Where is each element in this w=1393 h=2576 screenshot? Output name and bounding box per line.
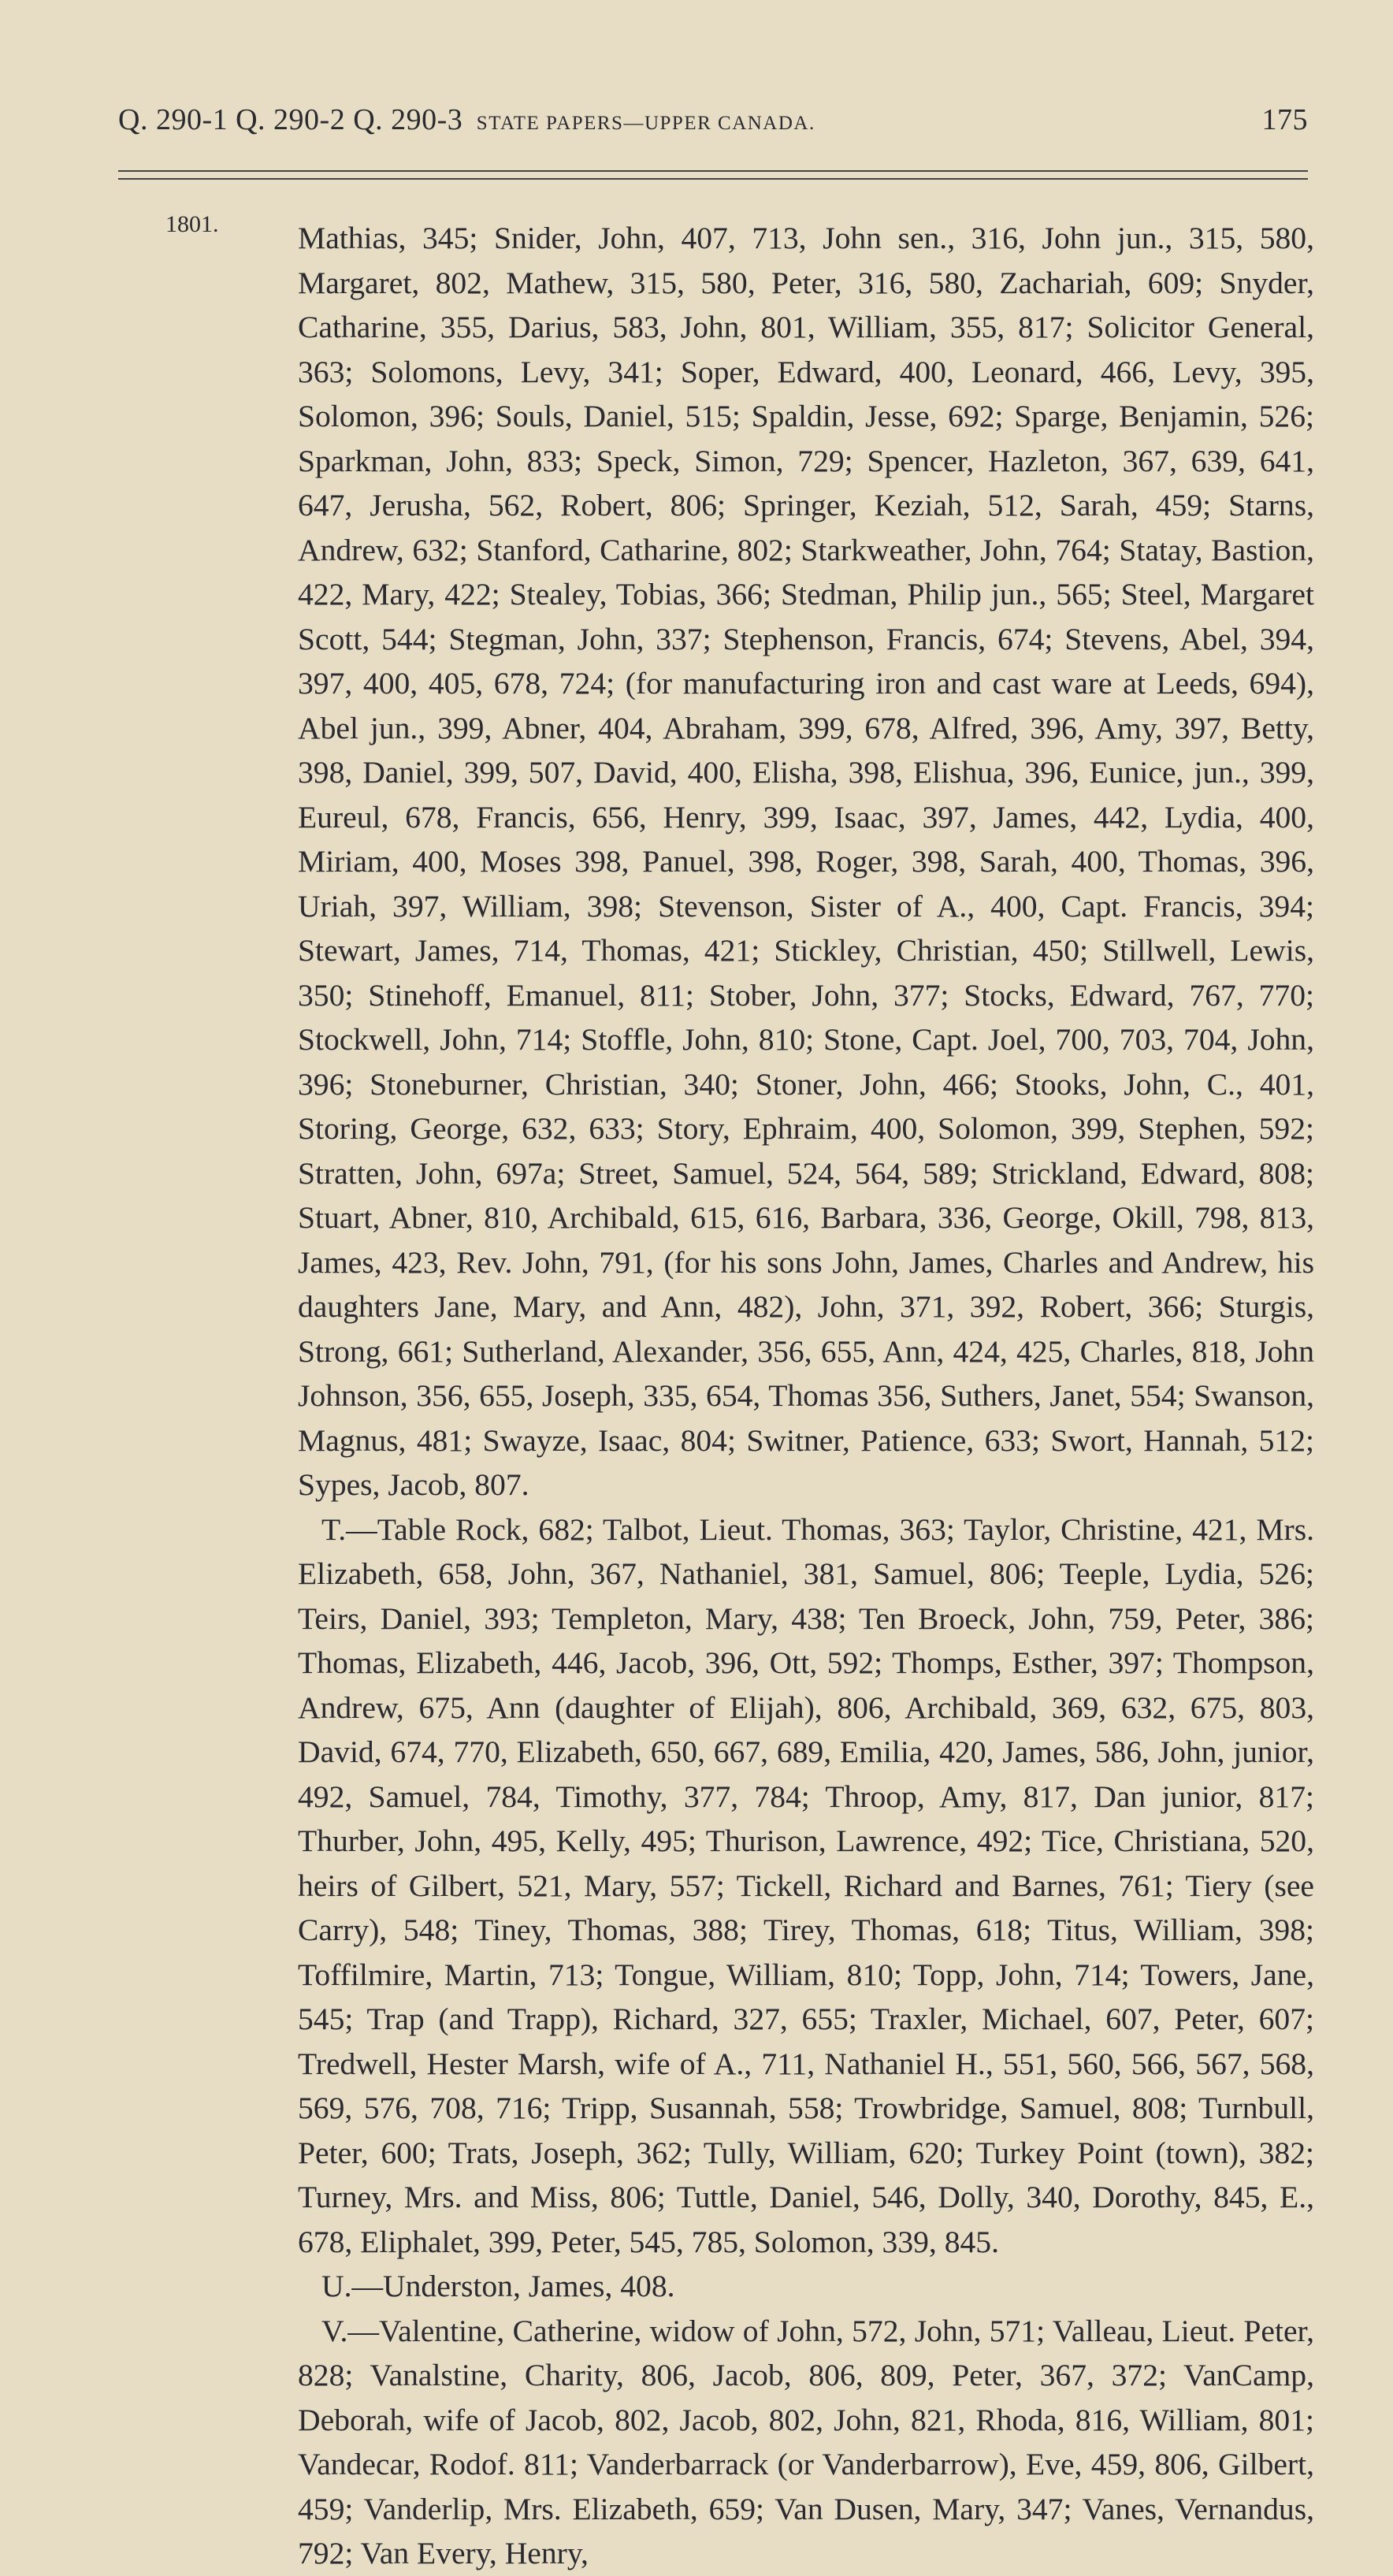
index-paragraph-v: V.—Valentine, Catherine, widow of John, 572, John, 571; Valleau, Lieut. Peter, 828; Vanalstine, Charity, 806, Jacob, 806, 809, Peter, 367, 372; VanCamp, Deborah, wife of Jacob, 802, Jacob, 802, John, 821, Rhoda, 816, William, 801; Vandecar, Rodof. 811; Vanderbarrack (or Vanderbarrow), Eve, 459, 806, Gilbert, 459; Vanderlip, Mrs. Elizabeth, 659; Van Dusen, Mary, 347; Vanes, Vernandus, 792; Van Every, Henry,: [298, 2313, 1314, 2570]
header-rule-bottom: [118, 178, 1308, 180]
index-paragraph-t: T.—Table Rock, 682; Talbot, Lieut. Thomas, 363; Taylor, Christine, 421, Mrs. Elizabeth, 658, John, 367, Nathaniel, 381, Samuel, 806; Teeple, Lydia, 526; Teirs, Daniel, 393; Templeton, Mary, 438; Ten Broeck, John, 759, Peter, 386; Thomas, Elizabeth, 446, Jacob, 396, Ott, 592; Thomps, Esther, 397; Thompson, Andrew, 675, Ann (daughter of Elijah), 806, Archibald, 369, 632, 675, 803, David, 674, 770, Elizabeth, 650, 667, 689, Emilia, 420, James, 586, John, junior, 492, Samuel, 784, Timothy, 377, 784; Throop, Amy, 817, Dan junior, 817; Thurber, John, 495, Kelly, 495; Thurison, Lawrence, 492; Tice, Christiana, 520, heirs of Gilbert, 521, Mary, 557; Tickell, Richard and Barnes, 761; Tiery (see Carry), 548; Tiney, Thomas, 388; Tirey, Thomas, 618; Titus, William, 398; Toffilmire, Martin, 713; Tongue, William, 810; Topp, John, 714; Towers, Jane, 545; Trap (and Trapp), Richard, 327, 655; Traxler, Michael, 607, Peter, 607; Tredwell, Hester Marsh, wife of A., 711, Nathaniel H., 551, 560, 566, 567, 568, 569, 576, 708, 716; Tripp, Susannah, 558; Trowbridge, Samuel, 808; Turnbull, Peter, 600; Trats, Joseph, 362; Tully, William, 620; Turkey Point (town), 382; Turney, Mrs. and Miss, 806; Tuttle, Daniel, 546, Dolly, 340, Dorothy, 845, E., 678, Eliphalet, 399, Peter, 545, 785, Solomon, 339, 845.: [298, 1511, 1314, 2259]
page-number: 175: [1261, 103, 1308, 136]
archive-references: Q. 290-1 Q. 290-2 Q. 290-3: [118, 103, 463, 136]
margin-year: 1801.: [165, 211, 219, 237]
page-title: STATE PAPERS—UPPER CANADA.: [476, 113, 815, 134]
header-rule-top: [118, 170, 1308, 172]
index-body: [298, 216, 1314, 2576]
index-paragraph-u: U.—Underston, James, 408.: [321, 2269, 675, 2303]
index-paragraph-s: Mathias, 345; Snider, John, 407, 713, John sen., 316, John jun., 315, 580, Margaret, 802, Mathew, 315, 580, Peter, 316, 580, Zachariah, 609; Snyder, Catharine, 355, Darius, 583, John, 801, William, 355, 817; Solicitor General, 363; Solomons, Levy, 341; Soper, Edward, 400, Leonard, 466, Levy, 395, Solomon, 396; Souls, Daniel, 515; Spaldin, Jesse, 692; Sparge, Benjamin, 526; Sparkman, John, 833; Speck, Simon, 729; Spencer, Hazleton, 367, 639, 641, 647, Jerusha, 562, Robert, 806; Springer, Keziah, 512, Sarah, 459; Starns, Andrew, 632; Stanford, Catharine, 802; Starkweather, John, 764; Statay, Bastion, 422, Mary, 422; Stealey, Tobias, 366; Stedman, Philip jun., 565; Steel, Margaret Scott, 544; Stegman, John, 337; Stephenson, Francis, 674; Stevens, Abel, 394, 397, 400, 405, 678, 724; (for manufacturing iron and cast ware at Leeds, 694), Abel jun., 399, Abner, 404, Abraham, 399, 678, Alfred, 396, Amy, 397, Betty, 398, Daniel, 399, 507, David, 400, Elisha, 398, Elishua, 396, Eunice, jun., 399, Eureul, 678, Francis, 656, Henry, 399, Isaac, 397, James, 442, Lydia, 400, Miriam, 400, Moses 398, Panuel, 398, Roger, 398, Sarah, 400, Thomas, 396, Uriah, 397, William, 398; Stevenson, Sister of A., 400, Capt. Francis, 394; Stewart, James, 714, Thomas, 421; Stickley, Christian, 450; Stillwell, Lewis, 350; Stinehoff, Emanuel, 811; Stober, John, 377; Stocks, Edward, 767, 770; Stockwell, John, 714; Stoffle, John, 810; Stone, Capt. Joel, 700, 703, 704, John, 396; Stoneburner, Christian, 340; Stoner, John, 466; Stooks, John, C., 401, Storing, George, 632, 633; Story, Ephraim, 400, Solomon, 399, Stephen, 592; Stratten, John, 697a; Street, Samuel, 524, 564, 589; Strickland, Edward, 808; Stuart, Abner, 810, Archibald, 615, 616, Barbara, 336, George, Okill, 798, 813, James, 423, Rev. John, 791, (for his sons John, James, Charles and Andrew, his daughters Jane, Mary, and Ann, 482), John, 371, 392, Robert, 366; Sturgis, Strong, 661; Sutherland, Alexander, 356, 655, Ann, 424, 425, Charles, 818, John Johnson, 356, 655, Joseph, 335, 654, Thomas 356, Suthers, Janet, 554; Swanson, Magnus, 481; Swayze, Isaac, 804; Switner, Patience, 633; Swort, Hannah, 512; Sypes, Jacob, 807.: [298, 221, 1314, 1502]
running-head: [118, 102, 1308, 137]
